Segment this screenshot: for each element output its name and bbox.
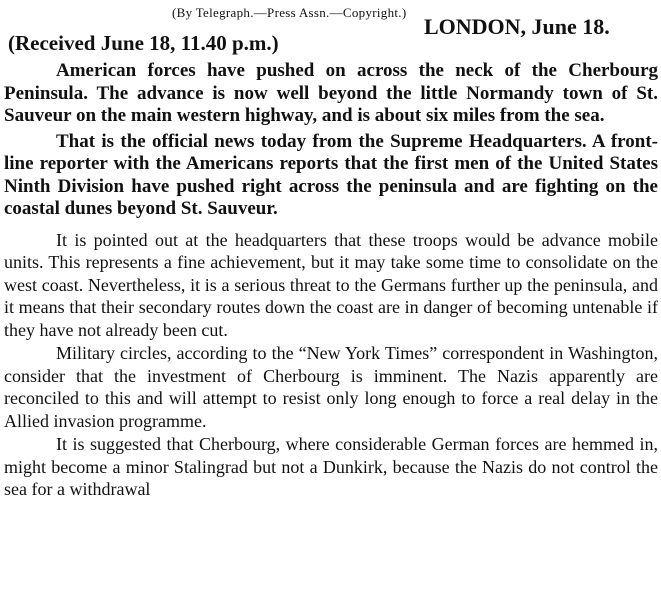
received-time: (Received June 18, 11.40 p.m.): [8, 31, 279, 55]
headquarters-paragraph: It is pointed out at the headquarters that these troops would be advance mobile units. This represents a fine achievement, but it may take some time to consolidate on the west coast. Nevertheless, it is a serious threat to the Germans further up the peninsula, and it means that their secondary routes down the coast are in danger of becoming untenable if they have not already been cut.: [4, 229, 658, 340]
military-circles-paragraph: Military circles, according to the “New York Times” correspondent in Washington, consider that the investment of Cherbourg is imminent. The Nazis apparently are reconciled to this and will attempt to resist only long enough to force a real delay in the Allied invasion programme.: [4, 343, 658, 431]
dateline: LONDON, June 18.: [424, 14, 610, 39]
cherbourg-paragraph: It is suggested that Cherbourg, where considerable German forces are hemmed in, might become a minor Stalingrad but not a Dunkirk, because the Nazis do not control the sea for a withdrawal: [4, 434, 658, 499]
wire-credit: (By Telegraph.—Press Assn.—Copyright.): [172, 5, 407, 20]
official-news-paragraph: That is the official news today from the Supreme Headquarters. A front-line reporter with the Americans reports that the first men of the United States Ninth Division have pushed right across the peninsula and are fighting on the coastal dunes beyond St. Sauveur.: [4, 130, 658, 219]
lead-paragraph: American forces have pushed on across the neck of the Cherbourg Peninsula. The advance is now well beyond the little Normandy town of St. Sauveur on the main western highway, and is about six miles from the sea.: [4, 60, 658, 126]
article-body: [4, 60, 658, 501]
